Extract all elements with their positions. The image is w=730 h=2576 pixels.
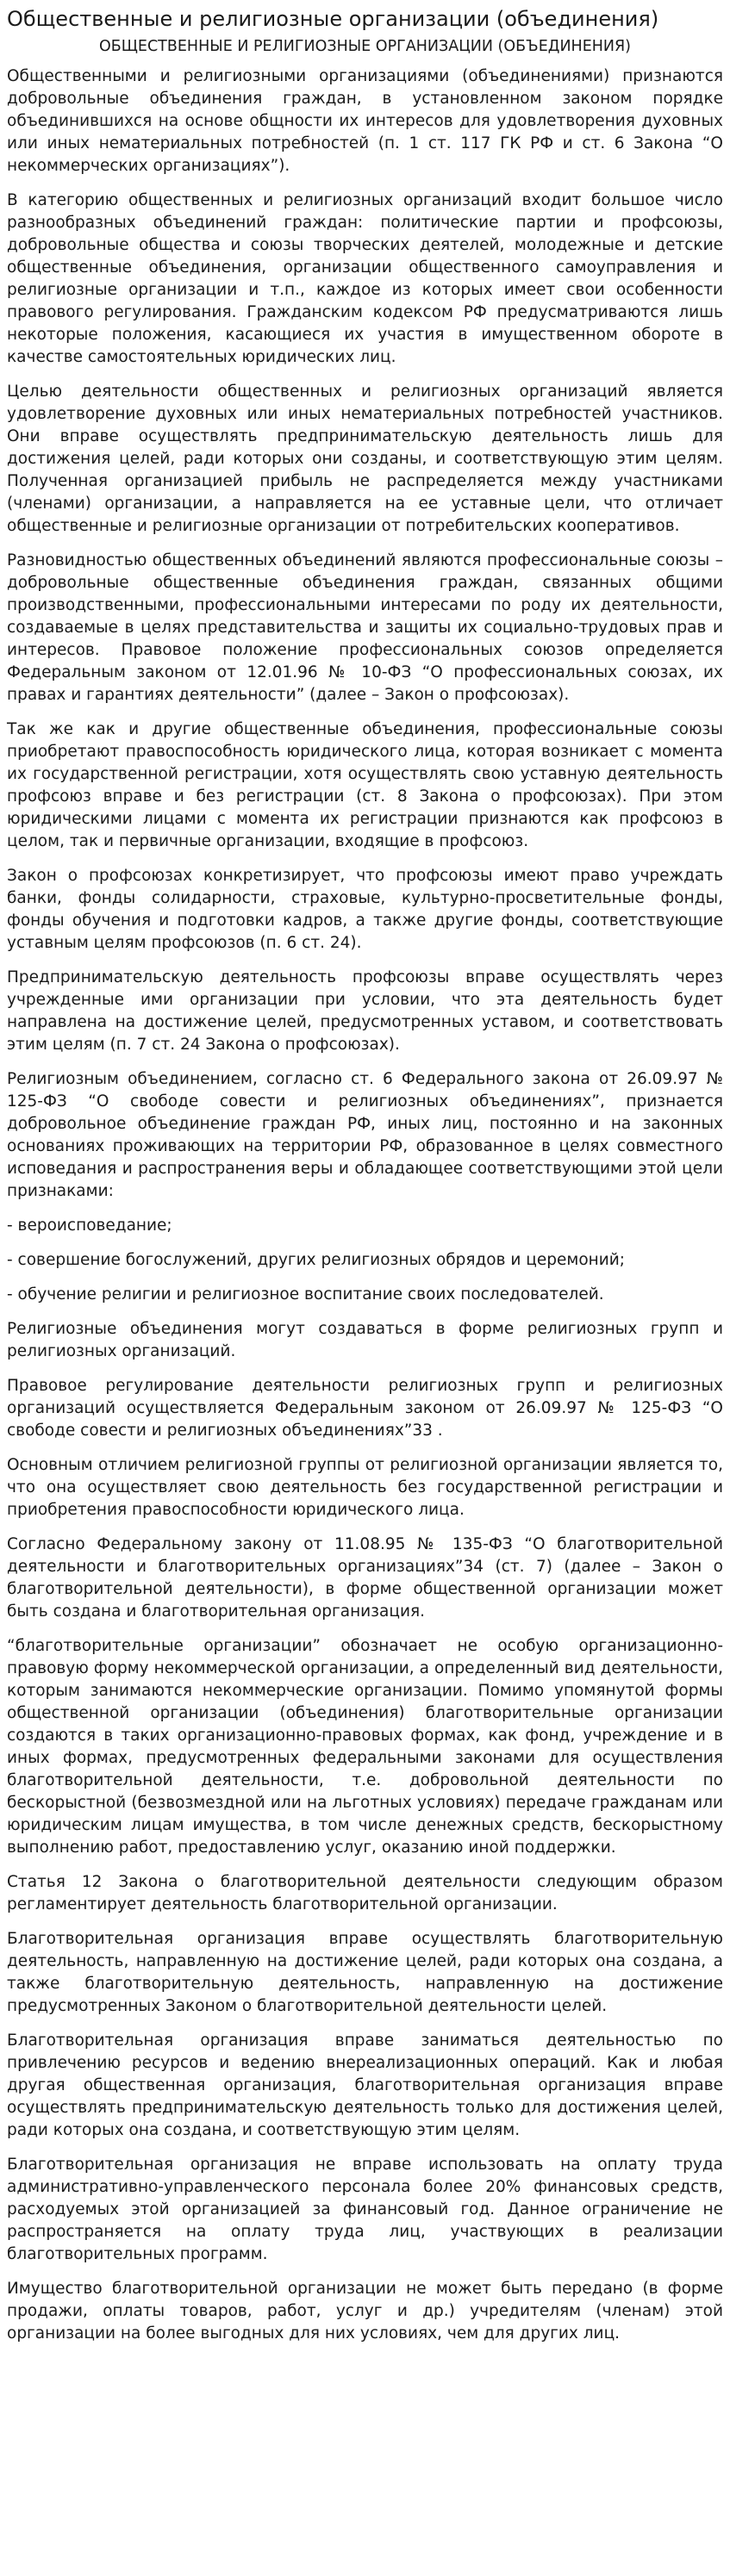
list-item-feature: - совершение богослужений, других религиозных обрядов и церемоний; (7, 1251, 626, 1269)
paragraph-charity-business: Благотворительная организация вправе заниматься деятельностью по привлечению ресурсов и ведению внереализационных операций. Как и любая другая общественная организация, благотворительная организация вправе осуществлять предпринимательскую деятельность только для достижения целей, ради которых она создана, и соответствующую этим целям. (7, 2032, 723, 2139)
paragraph-religious-association: Религиозным объединением, согласно ст. 6 Федерального закона от 26.09.97 № 125-ФЗ “О свободе совести и религиозных объединениях”, признается добровольное объединение граждан РФ, иных лиц, постоянно и на законных основаниях проживающих на территории РФ, образованное в целях совместного исповедания и распространения веры и обладающее соответствующими этой цели признаками: (7, 1070, 723, 1200)
paragraph-union-funds: Закон о профсоюзах конкретизирует, что профсоюзы имеют право учреждать банки, фонды солидарности, страховые, культурно-просветительные фонды, фонды обучения и подготовки кадров, а также другие фонды, соответствующие уставным целям профсоюзов (п. 6 ст. 24). (7, 867, 723, 952)
paragraph-charity-definition: “благотворительные организации” обозначает не особую организационно-правовую форму некоммерческой организации, а определенный вид деятельности, которым занимаются некоммерческие организации. Помимо упомянутой формы общественной организации (объединения) благотворительные организации создаются в таких организационно-правовых формах, как фонд, учреждение и в иных формах, предусмотренных федеральными законами для осуществления благотворительной деятельности, т.е. добровольной деятельности по бескорыстной (безвозмездной или на льготных условиях) передаче гражданам или юридическим лицам имущества, в том числе денежных средств, бескорыстному выполнению работ, предоставлению услуг, оказанию иной поддержки. (7, 1637, 723, 1857)
list-item-feature: - вероисповедание; (7, 1216, 172, 1235)
paragraph-religious-forms: Религиозные объединения могут создаваться в форме религиозных групп и религиозных организаций. (7, 1320, 723, 1360)
paragraph-charity-property: Имущество благотворительной организации не может быть передано (в форме продажи, оплаты товаров, работ, услуг и др.) учредителям (членам) этой организации на более выгодных для них условиях, чем для других лиц. (7, 2280, 723, 2343)
paragraph-charity-activity: Благотворительная организация вправе осуществлять благотворительную деятельность, направленную на достижение целей, ради которых она создана, а также благотворительную деятельность, направленную на достижение предусмотренных Законом о благотворительной деятельности целей. (7, 1930, 723, 2015)
paragraph-union-business: Предпринимательскую деятельность профсоюзы вправе осуществлять через учрежденные ими организации при условии, что эта деятельность будет направлена на достижение целей, предусмотренных уставом, и соответствовать этим целям (п. 7 ст. 24 Закона о профсоюзах). (7, 968, 723, 1054)
section-heading: ОБЩЕСТВЕННЫЕ И РЕЛИГИОЗНЫЕ ОРГАНИЗАЦИИ (ОБЪЕДИНЕНИЯ) (98, 38, 631, 55)
paragraph-purpose: Целью деятельности общественных и религиозных организаций является удовлетворение духовных или иных нематериальных потребностей участников. Они вправе осуществлять предпринимательскую деятельность лишь для достижения целей, ради которых они созданы, и соответствующую этим целям. Полученная организацией прибыль не распределяется между участниками (членами) организации, а направляется на ее уставные цели, что отличает общественные и религиозные организации от потребительских кооперативов. (7, 383, 723, 535)
page-title: Общественные и религиозные организации (объединения) (7, 7, 659, 31)
paragraph-definition: Общественными и религиозными организациями (объединениями) признаются добровольные объединения граждан, в установленном законом порядке объединившихся на основе общности их интересов для удовлетворения духовных или иных нематериальных потребностей (п. 1 ст. 117 ГК РФ и ст. 6 Закона “О некоммерческих организациях”). (7, 67, 723, 175)
paragraph-trade-unions: Разновидностью общественных объединений являются профессиональные союзы – добровольные общественные объединения граждан, связанных общими производственными, профессиональными интересами по роду их деятельности, создаваемые в целях представительства и защиты их социально-трудовых прав и интересов. Правовое положение профессиональных союзов определяется Федеральным законом от 12.01.96 № 10-ФЗ “О профессиональных союзах, их правах и гарантиях деятельности” (далее – Закон о профсоюзах). (7, 551, 723, 704)
list-item-feature: - обучение религии и религиозное воспитание своих последователей. (7, 1285, 604, 1304)
paragraph-article-12: Статья 12 Закона о благотворительной деятельности следующим образом регламентирует деятельность благотворительной организации. (7, 1873, 723, 1913)
paragraph-charity-limits: Благотворительная организация не вправе использовать на оплату труда административно-управленческого персонала более 20% финансовых средств, расходуемых этой организацией за финансовый год. Данное ограничение не распространяется на оплату труда лиц, участвующих в реализации благотворительных программ. (7, 2156, 723, 2263)
paragraph-religious-regulation: Правовое регулирование деятельности религиозных групп и религиозных организаций осуществляется Федеральным законом от 26.09.97 № 125-ФЗ “О свободе совести и религиозных объединениях”33 . (7, 1377, 723, 1440)
paragraph-union-legal-capacity: Так же как и другие общественные объединения, профессиональные союзы приобретают правоспособность юридического лица, которая возникает с момента их государственной регистрации, хотя осуществлять свою уставную деятельность профсоюз вправе и без регистрации (ст. 8 Закона о профсоюзах). При этом юридическими лицами с момента их регистрации признаются как профсоюз в целом, так и первичные организации, входящие в профсоюз. (7, 720, 723, 850)
paragraph-charity-law: Согласно Федеральному закону от 11.08.95 № 135-ФЗ “О благотворительной деятельности и благотворительных организациях”34 (ст. 7) (далее – Закон о благотворительной деятельности), в форме общественной организации может быть создана и благотворительная организация. (7, 1535, 723, 1621)
paragraph-categories: В категорию общественных и религиозных организаций входит большое число разнообразных объединений граждан: политические партии и профсоюзы, добровольные общества и союзы творческих деятелей, молодежные и детские общественные объединения, организации общественного самоуправления и религиозные организации и т.п., каждое из которых имеет свои особенности правового регулирования. Гражданским кодексом РФ предусматриваются лишь некоторые положения, касающиеся их участия в имущественном обороте в качестве самостоятельных юридических лиц. (7, 191, 723, 366)
paragraph-religious-group-difference: Основным отличием религиозной группы от религиозной организации является то, что она осуществляет свою деятельность без государственной регистрации и приобретения правоспособности юридического лица. (7, 1456, 723, 1519)
